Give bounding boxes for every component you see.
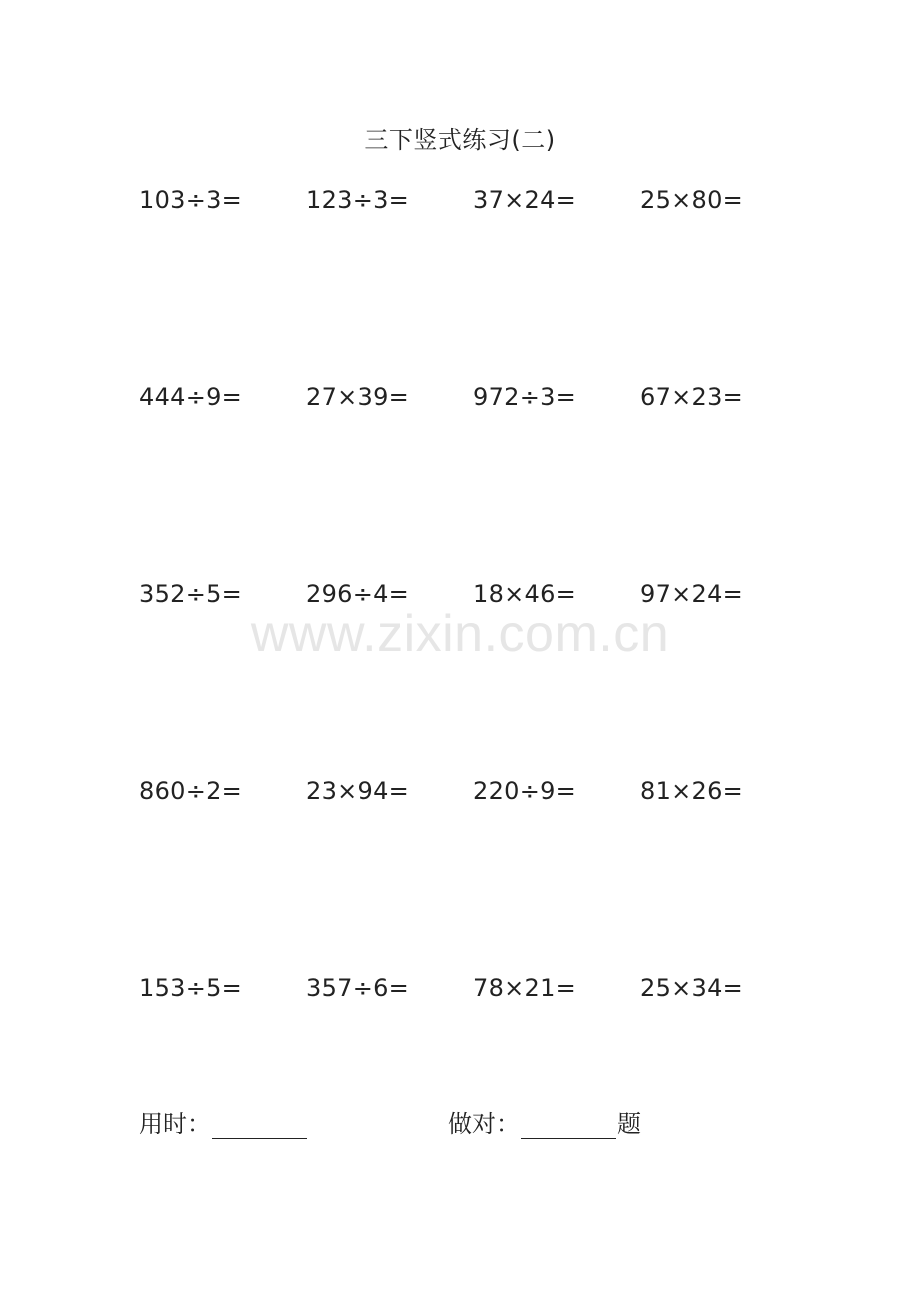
problem-item: 220÷9= [473,777,577,805]
problem-item: 103÷3= [139,186,243,214]
problem-row [139,186,819,383]
problem-item: 97×24= [640,580,744,608]
problem-item: 23×94= [306,777,410,805]
problem-item: 296÷4= [306,580,410,608]
time-used-field [139,1104,308,1139]
correct-count-label: 做对： [448,1110,520,1138]
time-used-label: 用时： [139,1110,211,1138]
problem-item: 37×24= [473,186,577,214]
problem-item: 357÷6= [306,974,410,1002]
correct-count-blank[interactable] [521,1112,616,1139]
problem-item: 78×21= [473,974,577,1002]
problem-item: 972÷3= [473,383,577,411]
problem-item: 18×46= [473,580,577,608]
page-title: 三下竖式练习(二) [364,126,556,154]
correct-count-field [448,1104,641,1139]
watermark-text: www.zixin.com.cn [250,605,670,663]
problem-grid [139,186,819,1171]
problem-row [139,777,819,974]
problem-item: 123÷3= [306,186,410,214]
problem-row [139,383,819,580]
problem-item: 25×34= [640,974,744,1002]
problem-item: 27×39= [306,383,410,411]
problem-row [139,580,819,777]
problem-row [139,974,819,1171]
problem-item: 67×23= [640,383,744,411]
correct-count-suffix: 题 [617,1110,641,1138]
problem-item: 444÷9= [139,383,243,411]
problem-item: 352÷5= [139,580,243,608]
problem-item: 153÷5= [139,974,243,1002]
problem-item: 860÷2= [139,777,243,805]
time-used-blank[interactable] [212,1112,307,1139]
problem-item: 81×26= [640,777,744,805]
problem-item: 25×80= [640,186,744,214]
